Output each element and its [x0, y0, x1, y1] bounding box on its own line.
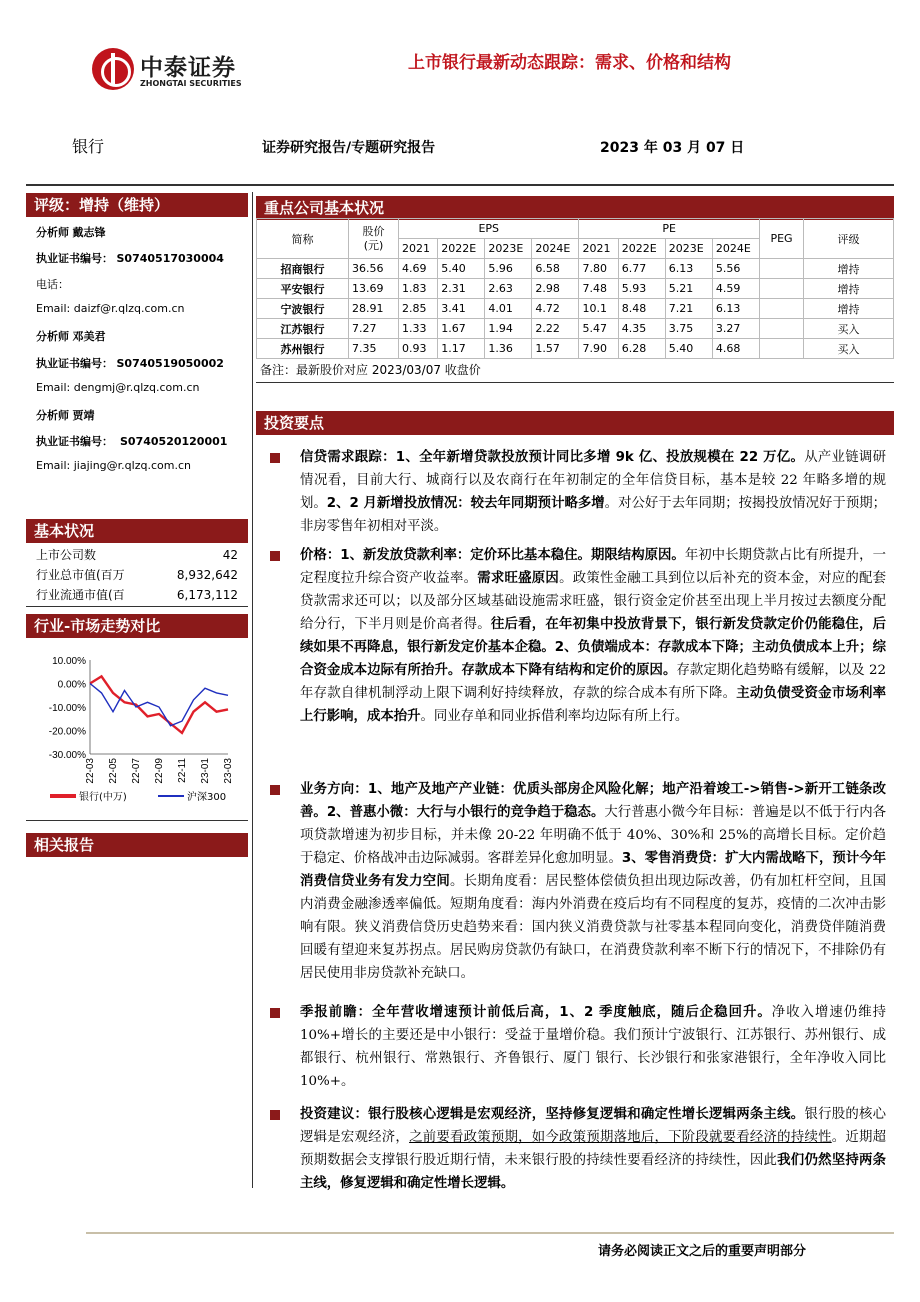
col-year: 2024E	[712, 239, 759, 259]
para-earnings-preview: 季报前瞻：全年营收增速预计前低后高，1、2 季度触底，随后企稳回升。净收入增速仍维持 10%+增长的主要还是中小银行：受益于量增价稳。我们预计宁波银行、江苏银行、苏州银行、成都银行、杭州银行、常熟银行、齐鲁银行、厦门 银行、长沙银行和张家港银行，全年净收入同比 10%+。	[300, 1005, 887, 1089]
table-cell: 买入	[804, 339, 894, 359]
table-cell: 5.96	[485, 259, 532, 279]
table-cell: 4.35	[618, 319, 665, 339]
footer-disclaimer: 请务必阅读正文之后的重要声明部分	[598, 1244, 807, 1259]
table-cell: 2.22	[532, 319, 579, 339]
table-cell: 6.77	[618, 259, 665, 279]
stat-row: 行业总市值(百万 8,932,642	[36, 568, 238, 582]
col-rating: 评级	[804, 219, 894, 259]
col-year: 2023E	[665, 239, 712, 259]
market-trend-chart	[36, 650, 248, 810]
table-cell: 3.41	[438, 299, 485, 319]
table-cell: 1.67	[438, 319, 485, 339]
analyst-3-cert: 执业证书编号： S0740520120001	[36, 435, 228, 448]
para-credit-demand: 信贷需求跟踪：1、全年新增贷款投放预计同比多增 9k 亿、投放规模在 22 万亿。从产业链调研情况看，目前大行、城商行以及农商行在年初制定的全年信贷目标，基本是较 22 年略多增的规划。2、2 月新增投放情况：较去年同期预计略多增。对公好于去年同期；按揭投放情况好于预期；非房零售年初相对平淡。	[300, 450, 887, 534]
table-cell: 买入	[804, 319, 894, 339]
table-cell: 2.85	[399, 299, 438, 319]
table-cell: 苏州银行	[257, 339, 349, 359]
rating-bar: 评级：增持（维持）	[26, 193, 248, 217]
table-cell: 5.40	[438, 259, 485, 279]
table-cell: 1.83	[399, 279, 438, 299]
report-title: 上市银行最新动态跟踪：需求、价格和结构	[408, 53, 731, 73]
logo-text-en: ZHONGTAI SECURITIES	[140, 79, 242, 88]
y-tick-label: 10.00%	[52, 656, 86, 667]
invest-points-bar: 投资要点	[256, 411, 894, 435]
bullet-icon	[270, 1008, 280, 1018]
table-cell	[760, 279, 804, 299]
x-tick-label: 23-03	[223, 758, 234, 784]
table-cell: 2.98	[532, 279, 579, 299]
series-line	[90, 676, 228, 733]
table-cell: 5.40	[665, 339, 712, 359]
header-divider	[26, 184, 894, 186]
x-tick-label: 22-09	[154, 758, 165, 784]
table-cell: 7.90	[579, 339, 618, 359]
sector-label: 银行	[72, 137, 105, 156]
table-cell: 平安银行	[257, 279, 349, 299]
table-row	[257, 279, 894, 299]
table-cell: 8.48	[618, 299, 665, 319]
left-divider	[26, 820, 248, 821]
table-cell: 5.47	[579, 319, 618, 339]
table-cell	[760, 299, 804, 319]
legend-label: 沪深300	[187, 792, 227, 803]
analyst-2-email: Email: dengmj@r.qlzq.com.cn	[36, 381, 200, 394]
table-cell: 7.27	[349, 319, 399, 339]
col-name: 简称	[257, 219, 349, 259]
table-cell: 28.91	[349, 299, 399, 319]
column-divider	[252, 192, 253, 1188]
table-cell: 3.75	[665, 319, 712, 339]
analyst-1-cert: 执业证书编号： S0740517030004	[36, 252, 224, 265]
bullet-icon	[270, 1110, 280, 1120]
y-tick-label: -30.00%	[48, 750, 86, 761]
col-year: 2024E	[532, 239, 579, 259]
col-year: 2022E	[618, 239, 665, 259]
analyst-3-name: 分析师 贾靖	[36, 409, 95, 422]
table-row	[257, 319, 894, 339]
trend-bar: 行业-市场走势对比	[26, 614, 248, 638]
bullet-icon	[270, 785, 280, 795]
col-peg: PEG	[760, 219, 804, 259]
left-divider	[26, 606, 248, 607]
x-tick-label: 22-05	[108, 758, 119, 784]
table-cell: 7.35	[349, 339, 399, 359]
table-divider	[256, 382, 894, 383]
x-tick-label: 23-01	[200, 758, 211, 784]
bullet-icon	[270, 453, 280, 463]
y-tick-label: -10.00%	[48, 703, 86, 714]
para-pricing: 价格：1、新发放贷款利率：定价环比基本稳住。期限结构原因。年初中长期贷款占比有所提升，一定程度拉升综合资产收益率。需求旺盛原因。政策性金融工具到位以后补充的资本金，对应的配套贷款需求还可以；以及部分区域基础设施需求旺盛，银行资金定价甚至出现上半月按过去额度分配给分行，下半月则是价高者得。往后看，在年初集中投放背景下，银行新发贷款定价仍能稳住，后续如果不再降息，银行新发定价基本企稳。2、负债端成本：存款成本下降；主动负债成本上升；综合资金成本边际有所抬升。存款成本下降有结构和定价的原因。存款定期化趋势略有缓解，以及 22 年存款自律机制浮动上限下调利好持续释放，存款的综合成本有所下降。主动负债受资金市场利率上行影响，成本抬升。同业存单和同业拆借利率均边际有所上行。	[300, 548, 887, 724]
table-cell: 6.13	[712, 299, 759, 319]
x-tick-label: 22-11	[177, 758, 188, 783]
analyst-1-email: Email: daizf@r.qlzq.com.cn	[36, 302, 185, 315]
table-cell: 1.17	[438, 339, 485, 359]
table-row	[257, 299, 894, 319]
table-cell: 4.68	[712, 339, 759, 359]
table-cell: 增持	[804, 259, 894, 279]
table-cell: 1.94	[485, 319, 532, 339]
footer-divider	[86, 1232, 894, 1234]
col-year: 2021	[399, 239, 438, 259]
table-cell: 1.33	[399, 319, 438, 339]
company-table	[256, 218, 894, 359]
table-cell: 6.28	[618, 339, 665, 359]
x-tick-label: 22-03	[85, 758, 96, 784]
table-cell: 36.56	[349, 259, 399, 279]
x-tick-label: 22-07	[131, 758, 142, 784]
stat-row: 行业流通市值(百 6,173,112	[36, 588, 238, 602]
analyst-1-name: 分析师 戴志锋	[36, 226, 106, 239]
table-cell: 增持	[804, 299, 894, 319]
table-cell: 7.21	[665, 299, 712, 319]
col-eps: EPS	[399, 219, 579, 239]
table-cell: 3.27	[712, 319, 759, 339]
table-cell: 5.21	[665, 279, 712, 299]
table-cell: 2.63	[485, 279, 532, 299]
col-price: 股价 (元)	[349, 219, 399, 259]
col-year: 2021	[579, 239, 618, 259]
table-row	[257, 259, 894, 279]
table-cell: 1.36	[485, 339, 532, 359]
y-tick-label: -20.00%	[48, 726, 86, 738]
table-cell: 7.48	[579, 279, 618, 299]
table-note: 备注：最新股价对应 2023/03/07 收盘价	[260, 363, 481, 377]
table-cell	[760, 259, 804, 279]
table-cell	[760, 319, 804, 339]
table-cell: 增持	[804, 279, 894, 299]
table-cell: 1.57	[532, 339, 579, 359]
logo-mark-icon	[92, 48, 134, 90]
bullet-icon	[270, 551, 280, 561]
para-investment-advice: 投资建议：银行股核心逻辑是宏观经济，坚持修复逻辑和确定性增长逻辑两条主线。银行股的核心逻辑是宏观经济，之前要看政策预期，如今政策预期落地后，下阶段就要看经济的持续性。近期超预期数据会支撑银行股近期行情，未来银行股的持续性要看经济的持续性，因此我们仍然坚持两条主线，修复逻辑和确定性增长逻辑。	[300, 1107, 887, 1191]
y-tick-label: 0.00%	[57, 679, 86, 691]
col-year: 2023E	[485, 239, 532, 259]
table-cell: 13.69	[349, 279, 399, 299]
col-year: 2022E	[438, 239, 485, 259]
table-cell: 2.31	[438, 279, 485, 299]
table-cell: 4.69	[399, 259, 438, 279]
analyst-3-email: Email: jiajing@r.qlzq.com.cn	[36, 459, 191, 472]
company-table-bar: 重点公司基本状况	[256, 196, 894, 220]
table-cell	[760, 339, 804, 359]
col-pe: PE	[579, 219, 760, 239]
table-cell: 7.80	[579, 259, 618, 279]
table-cell: 0.93	[399, 339, 438, 359]
table-cell: 5.56	[712, 259, 759, 279]
para-business-direction: 业务方向：1、地产及地产产业链：优质头部房企风险化解；地产沿着竣工->销售->新开工链条改善。2、普惠小微：大行与小银行的竞争趋于稳态。大行普惠小微今年目标：普遍是以不低于行内各项贷款增速为初步目标，并未像 20-22 年明确不低于 40%、30%和 25%的高增长目标。定价趋于稳定、价格战冲击边际减弱。客群差异化愈加明显。3、零售消费贷：扩大内需战略下，预计今年消费信贷业务有发力空间。长期角度看：居民整体偿债负担出现边际改善，仍有加杠杆空间，且国内消费金融渗透率偏低。短期角度看：海内外消费在疫后均有不同程度的复苏，疫情的二次冲击影响有限。狭义消费信贷历史趋势来看：国内狭义消费贷款与社零基本程同向变化，消费贷伴随消费回暖有望迎来复苏拐点。居民购房贷款仍有缺口，在消费贷款利率不断下行的情况下，不排除仍有居民使用非房贷款补充缺口。	[300, 782, 886, 981]
basic-info-bar: 基本状况	[26, 519, 248, 543]
related-reports-bar: 相关报告	[26, 833, 248, 857]
analyst-2-name: 分析师 邓美君	[36, 330, 106, 343]
analyst-1-phone: 电话：	[36, 278, 69, 291]
table-cell: 6.13	[665, 259, 712, 279]
table-cell: 10.1	[579, 299, 618, 319]
table-cell: 江苏银行	[257, 319, 349, 339]
table-cell: 宁波银行	[257, 299, 349, 319]
table-cell: 招商银行	[257, 259, 349, 279]
table-cell: 4.01	[485, 299, 532, 319]
analyst-2-cert: 执业证书编号： S0740519050002	[36, 357, 224, 370]
table-row	[257, 339, 894, 359]
table-cell: 4.72	[532, 299, 579, 319]
table-cell: 4.59	[712, 279, 759, 299]
legend-label: 银行(中万)	[79, 792, 127, 803]
table-cell: 6.58	[532, 259, 579, 279]
stat-row: 上市公司数 42	[36, 548, 238, 562]
table-cell: 5.93	[618, 279, 665, 299]
report-type: 证券研究报告/专题研究报告	[262, 140, 436, 156]
report-date: 2023 年 03 月 07 日	[600, 140, 745, 156]
logo-text: 中泰证券	[140, 55, 236, 81]
company-logo	[92, 48, 262, 94]
